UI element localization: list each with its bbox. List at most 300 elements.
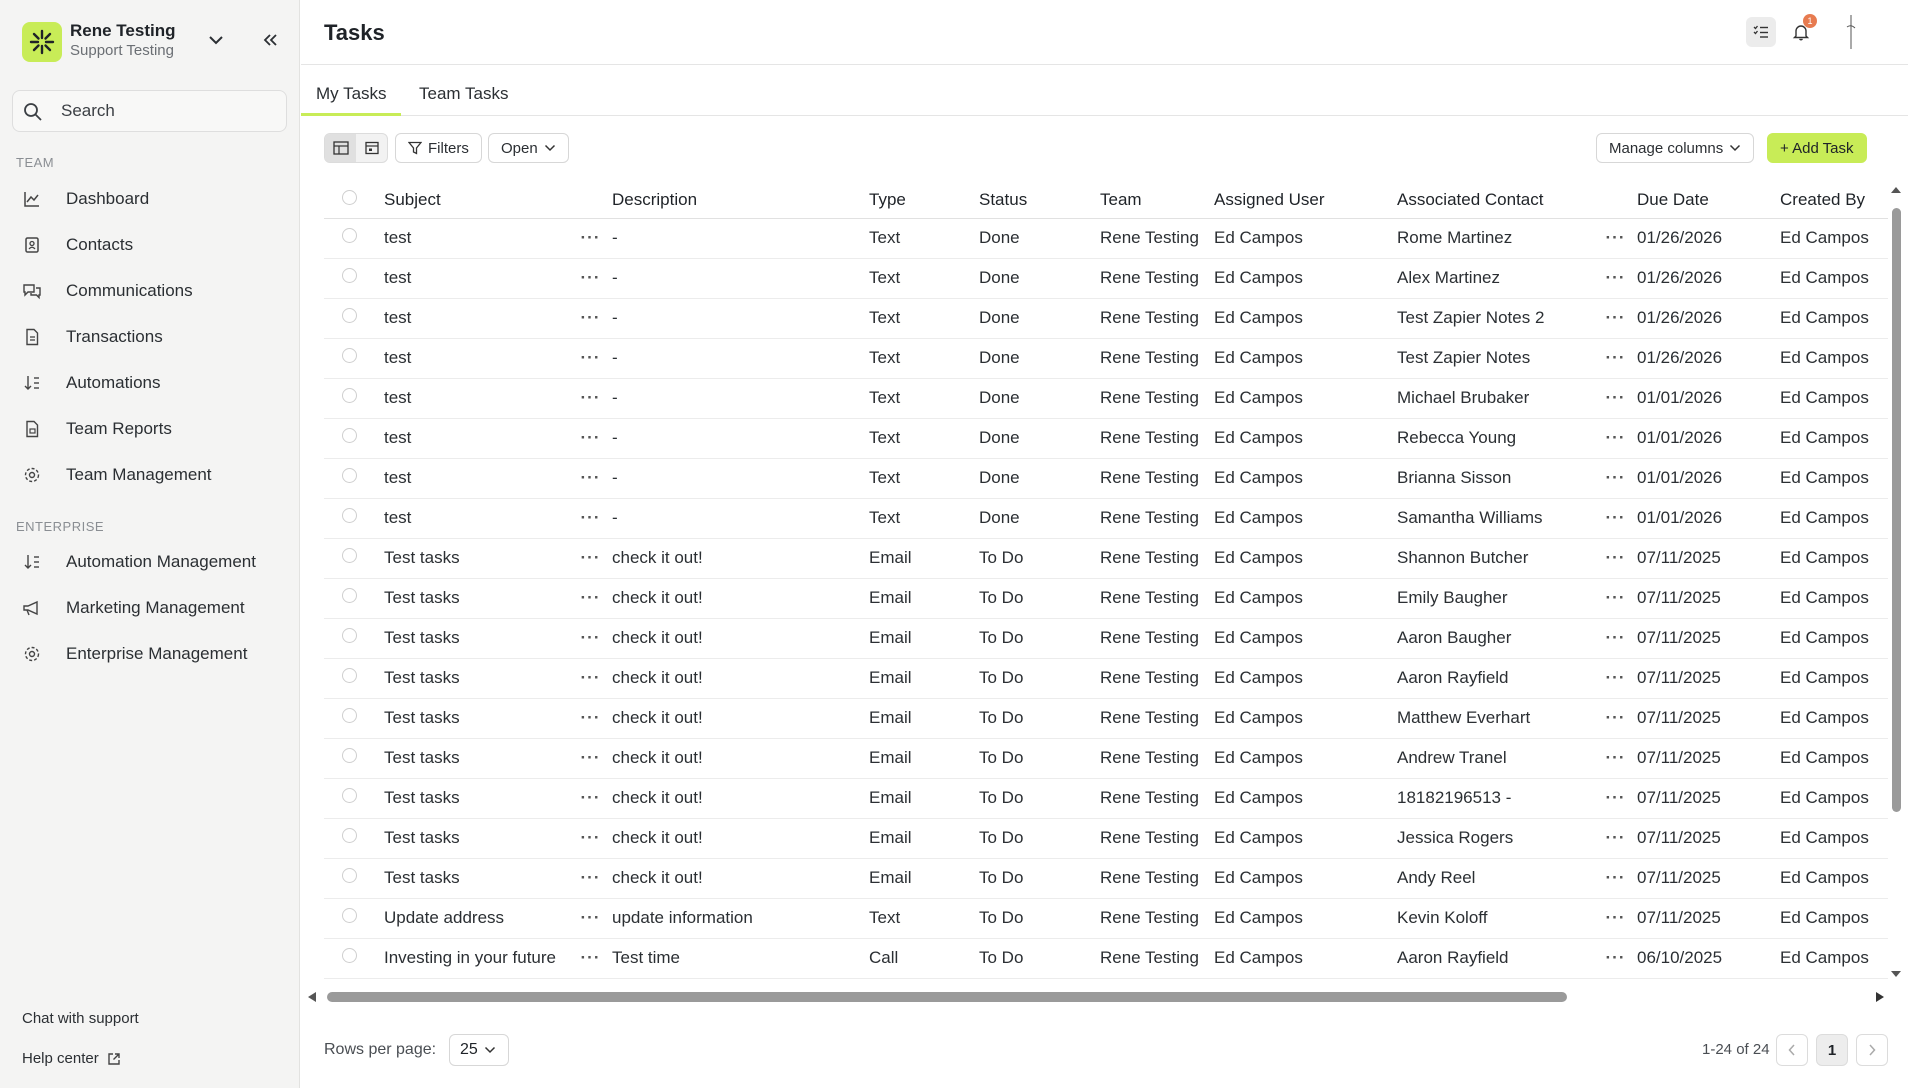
org-switcher[interactable] — [22, 20, 278, 60]
search-icon — [23, 102, 43, 122]
row-checkbox[interactable] — [324, 498, 378, 538]
sidebar-item-label: Transactions — [66, 327, 163, 346]
table-row[interactable] — [324, 258, 1888, 298]
status-cell: Done — [973, 218, 1094, 258]
tasks-table — [324, 182, 1888, 979]
sidebar-item-automation-management[interactable] — [12, 542, 287, 582]
contact-more-icon[interactable]: ··· — [1594, 898, 1631, 938]
team-cell: Rene Testing — [1094, 338, 1208, 378]
due-date-cell: 01/26/2026 — [1631, 338, 1774, 378]
select-all-checkbox[interactable] — [324, 182, 378, 218]
previous-page-button[interactable] — [1776, 1034, 1808, 1066]
team-cell: Rene Testing — [1094, 738, 1208, 778]
next-page-button[interactable] — [1856, 1034, 1888, 1066]
row-checkbox[interactable] — [324, 218, 378, 258]
due-date-cell: 07/11/2025 — [1631, 778, 1774, 818]
due-date-cell: 01/26/2026 — [1631, 258, 1774, 298]
task-list-icon[interactable] — [1746, 17, 1776, 47]
due-date-cell: 07/11/2025 — [1631, 898, 1774, 938]
subject-more-icon[interactable]: ··· — [569, 658, 606, 698]
associated-contact-cell: Brianna Sisson — [1391, 458, 1594, 498]
sidebar-item-team-management[interactable] — [12, 455, 287, 495]
vertical-scrollbar[interactable] — [1889, 182, 1903, 982]
team-cell: Rene Testing — [1094, 858, 1208, 898]
table-header-row — [324, 182, 1888, 218]
associated-contact-cell: Samantha Williams — [1391, 498, 1594, 538]
manage-columns-button[interactable] — [1596, 133, 1754, 163]
due-date-cell: 01/01/2026 — [1631, 458, 1774, 498]
sidebar — [0, 0, 300, 1088]
row-checkbox[interactable] — [324, 898, 378, 938]
sidebar-item-transactions[interactable] — [12, 317, 287, 357]
type-cell: Email — [863, 738, 973, 778]
table-row[interactable] — [324, 818, 1888, 858]
contact-more-icon[interactable]: ··· — [1594, 498, 1631, 538]
description-cell: update information — [606, 898, 863, 938]
created-by-cell: Ed Campos — [1774, 578, 1888, 618]
team-cell: Rene Testing — [1094, 818, 1208, 858]
status-cell: To Do — [973, 898, 1094, 938]
table-row[interactable] — [324, 218, 1888, 258]
add-task-label: + Add Task — [1780, 139, 1854, 157]
chat-with-support-link[interactable] — [22, 1010, 139, 1027]
created-by-cell: Ed Campos — [1774, 298, 1888, 338]
status-cell: To Do — [973, 778, 1094, 818]
associated-contact-cell: Alex Martinez — [1391, 258, 1594, 298]
created-by-cell: Ed Campos — [1774, 378, 1888, 418]
manage-columns-label: Manage columns — [1609, 139, 1724, 157]
table-row[interactable] — [324, 418, 1888, 458]
assigned-user-cell: Ed Campos — [1208, 938, 1391, 978]
sidebar-item-contacts[interactable] — [12, 225, 287, 265]
team-cell: Rene Testing — [1094, 938, 1208, 978]
search-box[interactable] — [12, 90, 287, 132]
subject-more-icon[interactable]: ··· — [569, 818, 606, 858]
status-cell: Done — [973, 378, 1094, 418]
table-toolbar — [301, 130, 1908, 166]
status-cell: Done — [973, 498, 1094, 538]
team-cell: Rene Testing — [1094, 898, 1208, 938]
assigned-user-cell: Ed Campos — [1208, 498, 1391, 538]
type-cell: Email — [863, 778, 973, 818]
contact-more-icon[interactable]: ··· — [1594, 418, 1631, 458]
contact-more-icon[interactable]: ··· — [1594, 938, 1631, 978]
row-checkbox[interactable] — [324, 658, 378, 698]
contact-more-icon[interactable]: ··· — [1594, 698, 1631, 738]
row-checkbox[interactable] — [324, 738, 378, 778]
column-header[interactable]: Subject — [378, 182, 569, 218]
chat-with-support-label: Chat with support — [22, 1010, 139, 1027]
bell-icon[interactable] — [1786, 17, 1816, 47]
status-filter-dropdown[interactable] — [488, 133, 569, 163]
subject-more-icon[interactable]: ··· — [569, 378, 606, 418]
description-cell: check it out! — [606, 818, 863, 858]
table-view-icon[interactable] — [325, 134, 356, 162]
column-header[interactable]: Status — [973, 182, 1094, 218]
type-cell: Call — [863, 938, 973, 978]
column-header[interactable]: Created By — [1774, 182, 1888, 218]
table-row[interactable] — [324, 698, 1888, 738]
team-cell: Rene Testing — [1094, 418, 1208, 458]
status-cell: Done — [973, 338, 1094, 378]
column-header[interactable]: Description — [606, 182, 863, 218]
table-row[interactable] — [324, 618, 1888, 658]
collapse-sidebar-icon[interactable] — [258, 28, 282, 52]
table-row[interactable] — [324, 338, 1888, 378]
description-cell: check it out! — [606, 858, 863, 898]
team-cell: Rene Testing — [1094, 458, 1208, 498]
contact-more-icon[interactable]: ··· — [1594, 658, 1631, 698]
due-date-cell: 01/01/2026 — [1631, 378, 1774, 418]
row-checkbox[interactable] — [324, 778, 378, 818]
contact-more-icon[interactable]: ··· — [1594, 258, 1631, 298]
subject-more-icon[interactable]: ··· — [569, 778, 606, 818]
filters-button[interactable] — [395, 133, 482, 163]
subject-more-icon[interactable]: ··· — [569, 418, 606, 458]
status-cell: To Do — [973, 578, 1094, 618]
created-by-cell: Ed Campos — [1774, 338, 1888, 378]
created-by-cell: Ed Campos — [1774, 938, 1888, 978]
due-date-cell: 07/11/2025 — [1631, 578, 1774, 618]
table-row[interactable] — [324, 858, 1888, 898]
column-header[interactable]: Team — [1094, 182, 1208, 218]
team-cell: Rene Testing — [1094, 378, 1208, 418]
add-task-button[interactable] — [1767, 133, 1867, 163]
associated-contact-cell: Rome Martinez — [1391, 218, 1594, 258]
table-row[interactable] — [324, 938, 1888, 978]
subject-cell: test — [378, 498, 569, 538]
team-cell: Rene Testing — [1094, 538, 1208, 578]
type-cell: Text — [863, 458, 973, 498]
team-cell: Rene Testing — [1094, 698, 1208, 738]
type-cell: Email — [863, 618, 973, 658]
contact-more-icon[interactable]: ··· — [1594, 618, 1631, 658]
status-cell: To Do — [973, 938, 1094, 978]
subject-more-icon[interactable]: ··· — [569, 218, 606, 258]
tasks-table-container — [324, 182, 1888, 982]
chevron-down-icon[interactable] — [204, 28, 228, 52]
enterprise-section-label: ENTERPRISE — [16, 519, 105, 534]
status-cell: To Do — [973, 858, 1094, 898]
assigned-user-cell: Ed Campos — [1208, 818, 1391, 858]
column-header[interactable]: Type — [863, 182, 973, 218]
active-tab-indicator — [301, 113, 401, 116]
associated-contact-cell: Test Zapier Notes 2 — [1391, 298, 1594, 338]
subject-more-icon[interactable]: ··· — [569, 858, 606, 898]
type-cell: Email — [863, 858, 973, 898]
assigned-user-cell: Ed Campos — [1208, 698, 1391, 738]
notification-badge: 1 — [1803, 14, 1817, 28]
created-by-cell: Ed Campos — [1774, 738, 1888, 778]
subject-more-icon[interactable]: ··· — [569, 738, 606, 778]
contact-more-icon[interactable]: ··· — [1594, 218, 1631, 258]
org-subtitle: Support Testing — [70, 42, 174, 59]
subject-cell: test — [378, 378, 569, 418]
table-row[interactable] — [324, 658, 1888, 698]
description-cell: - — [606, 338, 863, 378]
filter-icon — [408, 141, 422, 155]
table-row[interactable] — [324, 898, 1888, 938]
assigned-user-cell: Ed Campos — [1208, 898, 1391, 938]
gear-icon — [22, 644, 42, 664]
associated-contact-cell: Test Zapier Notes — [1391, 338, 1594, 378]
description-cell: check it out! — [606, 698, 863, 738]
contact-more-icon[interactable]: ··· — [1594, 298, 1631, 338]
sidebar-item-team-reports[interactable] — [12, 409, 287, 449]
pagination — [301, 1030, 1908, 1070]
org-name: Rene Testing — [70, 21, 176, 40]
chevron-down-icon — [484, 1046, 496, 1054]
subject-more-icon[interactable]: ··· — [569, 458, 606, 498]
created-by-cell: Ed Campos — [1774, 458, 1888, 498]
search-input[interactable] — [61, 99, 271, 123]
subject-cell: test — [378, 458, 569, 498]
type-cell: Text — [863, 298, 973, 338]
page-title: Tasks — [324, 20, 385, 45]
row-checkbox[interactable] — [324, 258, 378, 298]
table-row[interactable] — [324, 538, 1888, 578]
contact-more-icon[interactable]: ··· — [1594, 818, 1631, 858]
assigned-user-cell: Ed Campos — [1208, 578, 1391, 618]
sidebar-item-label: Team Management — [66, 465, 212, 484]
team-cell: Rene Testing — [1094, 298, 1208, 338]
user-avatar-icon[interactable] — [1836, 17, 1866, 47]
description-cell: - — [606, 218, 863, 258]
subject-cell: test — [378, 418, 569, 458]
contact-more-icon[interactable]: ··· — [1594, 738, 1631, 778]
status-cell: To Do — [973, 538, 1094, 578]
sidebar-item-label: Automation Management — [66, 552, 256, 571]
sidebar-item-enterprise-management[interactable] — [12, 634, 287, 674]
contact-more-icon[interactable]: ··· — [1594, 378, 1631, 418]
associated-contact-cell: Matthew Everhart — [1391, 698, 1594, 738]
subject-cell: Test tasks — [378, 818, 569, 858]
subject-more-icon[interactable]: ··· — [569, 578, 606, 618]
subject-more-icon[interactable]: ··· — [569, 898, 606, 938]
type-cell: Text — [863, 418, 973, 458]
row-checkbox[interactable] — [324, 578, 378, 618]
rows-per-page-select[interactable] — [449, 1034, 509, 1066]
created-by-cell: Ed Campos — [1774, 698, 1888, 738]
assigned-user-cell: Ed Campos — [1208, 258, 1391, 298]
description-cell: check it out! — [606, 578, 863, 618]
sidebar-item-label: Communications — [66, 281, 193, 300]
created-by-cell: Ed Campos — [1774, 498, 1888, 538]
sidebar-item-automations[interactable] — [12, 363, 287, 403]
status-cell: Done — [973, 298, 1094, 338]
type-cell: Email — [863, 698, 973, 738]
table-row[interactable] — [324, 738, 1888, 778]
associated-contact-cell: Andy Reel — [1391, 858, 1594, 898]
subject-cell: Update address — [378, 898, 569, 938]
description-cell: Test time — [606, 938, 863, 978]
assigned-user-cell: Ed Campos — [1208, 218, 1391, 258]
column-header[interactable]: Due Date — [1631, 182, 1774, 218]
row-checkbox[interactable] — [324, 418, 378, 458]
row-checkbox[interactable] — [324, 458, 378, 498]
subject-cell: test — [378, 298, 569, 338]
team-cell: Rene Testing — [1094, 618, 1208, 658]
type-cell: Email — [863, 578, 973, 618]
sidebar-item-communications[interactable] — [12, 271, 287, 311]
description-cell: check it out! — [606, 618, 863, 658]
pagination-range: 1-24 of 24 — [1702, 1041, 1770, 1058]
megaphone-icon — [22, 598, 42, 618]
subject-cell: Test tasks — [378, 778, 569, 818]
assigned-user-cell: Ed Campos — [1208, 298, 1391, 338]
assigned-user-cell: Ed Campos — [1208, 458, 1391, 498]
row-checkbox[interactable] — [324, 858, 378, 898]
sidebar-item-marketing-management[interactable] — [12, 588, 287, 628]
due-date-cell: 01/26/2026 — [1631, 298, 1774, 338]
subject-cell: test — [378, 218, 569, 258]
associated-contact-cell: Jessica Rogers — [1391, 818, 1594, 858]
subject-more-icon[interactable]: ··· — [569, 498, 606, 538]
subject-more-icon[interactable]: ··· — [569, 258, 606, 298]
type-cell: Email — [863, 818, 973, 858]
subject-cell: test — [378, 338, 569, 378]
subject-cell: Test tasks — [378, 658, 569, 698]
subject-more-icon[interactable]: ··· — [569, 618, 606, 658]
subject-more-icon[interactable]: ··· — [569, 538, 606, 578]
column-header[interactable]: Assigned User — [1208, 182, 1391, 218]
type-cell: Text — [863, 898, 973, 938]
chevron-down-icon — [544, 144, 556, 152]
horizontal-scrollbar[interactable] — [307, 988, 1889, 1006]
subject-more-icon[interactable]: ··· — [569, 938, 606, 978]
team-section-label: TEAM — [16, 155, 55, 170]
subject-more-icon[interactable]: ··· — [569, 338, 606, 378]
assigned-user-cell: Ed Campos — [1208, 618, 1391, 658]
row-checkbox[interactable] — [324, 698, 378, 738]
subject-cell: Investing in your future — [378, 938, 569, 978]
row-checkbox[interactable] — [324, 538, 378, 578]
subject-cell: Test tasks — [378, 858, 569, 898]
table-row[interactable] — [324, 458, 1888, 498]
table-row[interactable] — [324, 498, 1888, 538]
associated-contact-cell: Emily Baugher — [1391, 578, 1594, 618]
due-date-cell: 07/11/2025 — [1631, 818, 1774, 858]
created-by-cell: Ed Campos — [1774, 658, 1888, 698]
sidebar-item-label: Contacts — [66, 235, 134, 254]
assigned-user-cell: Ed Campos — [1208, 738, 1391, 778]
description-cell: check it out! — [606, 538, 863, 578]
contact-more-icon[interactable]: ··· — [1594, 778, 1631, 818]
row-checkbox[interactable] — [324, 298, 378, 338]
top-bar — [301, 0, 1908, 65]
subject-cell: Test tasks — [378, 538, 569, 578]
description-cell: - — [606, 258, 863, 298]
subject-cell: Test tasks — [378, 738, 569, 778]
associated-contact-cell: Aaron Baugher — [1391, 618, 1594, 658]
contact-more-icon[interactable]: ··· — [1594, 578, 1631, 618]
assigned-user-cell: Ed Campos — [1208, 418, 1391, 458]
row-checkbox[interactable] — [324, 818, 378, 858]
sidebar-item-dashboard[interactable] — [12, 179, 287, 219]
due-date-cell: 07/11/2025 — [1631, 538, 1774, 578]
associated-contact-cell: Shannon Butcher — [1391, 538, 1594, 578]
column-header[interactable]: Associated Contact — [1391, 182, 1594, 218]
team-cell: Rene Testing — [1094, 778, 1208, 818]
created-by-cell: Ed Campos — [1774, 418, 1888, 458]
table-row[interactable] — [324, 578, 1888, 618]
table-row[interactable] — [324, 778, 1888, 818]
chart-line-icon — [22, 189, 42, 209]
table-row[interactable] — [324, 378, 1888, 418]
status-cell: To Do — [973, 818, 1094, 858]
created-by-cell: Ed Campos — [1774, 538, 1888, 578]
description-cell: - — [606, 378, 863, 418]
org-logo-icon — [22, 22, 62, 62]
description-cell: - — [606, 458, 863, 498]
assigned-user-cell: Ed Campos — [1208, 338, 1391, 378]
assigned-user-cell: Ed Campos — [1208, 778, 1391, 818]
automation-sort-icon — [22, 552, 42, 572]
status-cell: To Do — [973, 738, 1094, 778]
subject-cell: Test tasks — [378, 698, 569, 738]
contact-more-icon[interactable]: ··· — [1594, 338, 1631, 378]
associated-contact-cell: Rebecca Young — [1391, 418, 1594, 458]
filters-label: Filters — [428, 139, 469, 157]
team-cell: Rene Testing — [1094, 218, 1208, 258]
created-by-cell: Ed Campos — [1774, 218, 1888, 258]
contact-more-icon[interactable]: ··· — [1594, 538, 1631, 578]
description-cell: check it out! — [606, 658, 863, 698]
due-date-cell: 01/01/2026 — [1631, 498, 1774, 538]
created-by-cell: Ed Campos — [1774, 858, 1888, 898]
due-date-cell: 01/01/2026 — [1631, 418, 1774, 458]
table-body — [324, 218, 1888, 978]
sidebar-item-label: Automations — [66, 373, 161, 392]
row-checkbox[interactable] — [324, 338, 378, 378]
status-cell: Done — [973, 458, 1094, 498]
contact-more-icon[interactable]: ··· — [1594, 858, 1631, 898]
sidebar-item-label: Dashboard — [66, 189, 150, 208]
associated-contact-cell: Aaron Rayfield — [1391, 658, 1594, 698]
subject-more-icon[interactable]: ··· — [569, 698, 606, 738]
tab-my-tasks[interactable]: My Tasks — [316, 84, 387, 103]
row-checkbox[interactable] — [324, 618, 378, 658]
status-filter-label: Open — [501, 139, 538, 157]
contact-more-icon[interactable]: ··· — [1594, 458, 1631, 498]
due-date-cell: 01/26/2026 — [1631, 218, 1774, 258]
row-checkbox[interactable] — [324, 378, 378, 418]
created-by-cell: Ed Campos — [1774, 818, 1888, 858]
sidebar-item-label: Marketing Management — [66, 598, 245, 617]
subject-cell: Test tasks — [378, 578, 569, 618]
page-button-current[interactable]: 1 — [1816, 1034, 1848, 1066]
help-center-link[interactable] — [22, 1050, 121, 1067]
rows-per-page-label: Rows per page: — [324, 1041, 437, 1058]
main-content — [301, 0, 1908, 1088]
assigned-user-cell: Ed Campos — [1208, 658, 1391, 698]
due-date-cell: 07/11/2025 — [1631, 658, 1774, 698]
type-cell: Text — [863, 218, 973, 258]
table-row[interactable] — [324, 298, 1888, 338]
sidebar-item-label: Team Reports — [66, 419, 172, 438]
chevron-down-icon — [1729, 144, 1741, 152]
status-cell: To Do — [973, 698, 1094, 738]
tab-team-tasks[interactable]: Team Tasks — [419, 84, 509, 103]
subject-more-icon[interactable]: ··· — [569, 298, 606, 338]
view-toggle — [324, 133, 388, 163]
rows-per-page-value: 25 — [460, 1041, 478, 1058]
status-cell: Done — [973, 258, 1094, 298]
external-link-icon — [107, 1052, 121, 1066]
row-checkbox[interactable] — [324, 938, 378, 978]
assigned-user-cell: Ed Campos — [1208, 378, 1391, 418]
calendar-view-icon[interactable] — [356, 134, 387, 162]
